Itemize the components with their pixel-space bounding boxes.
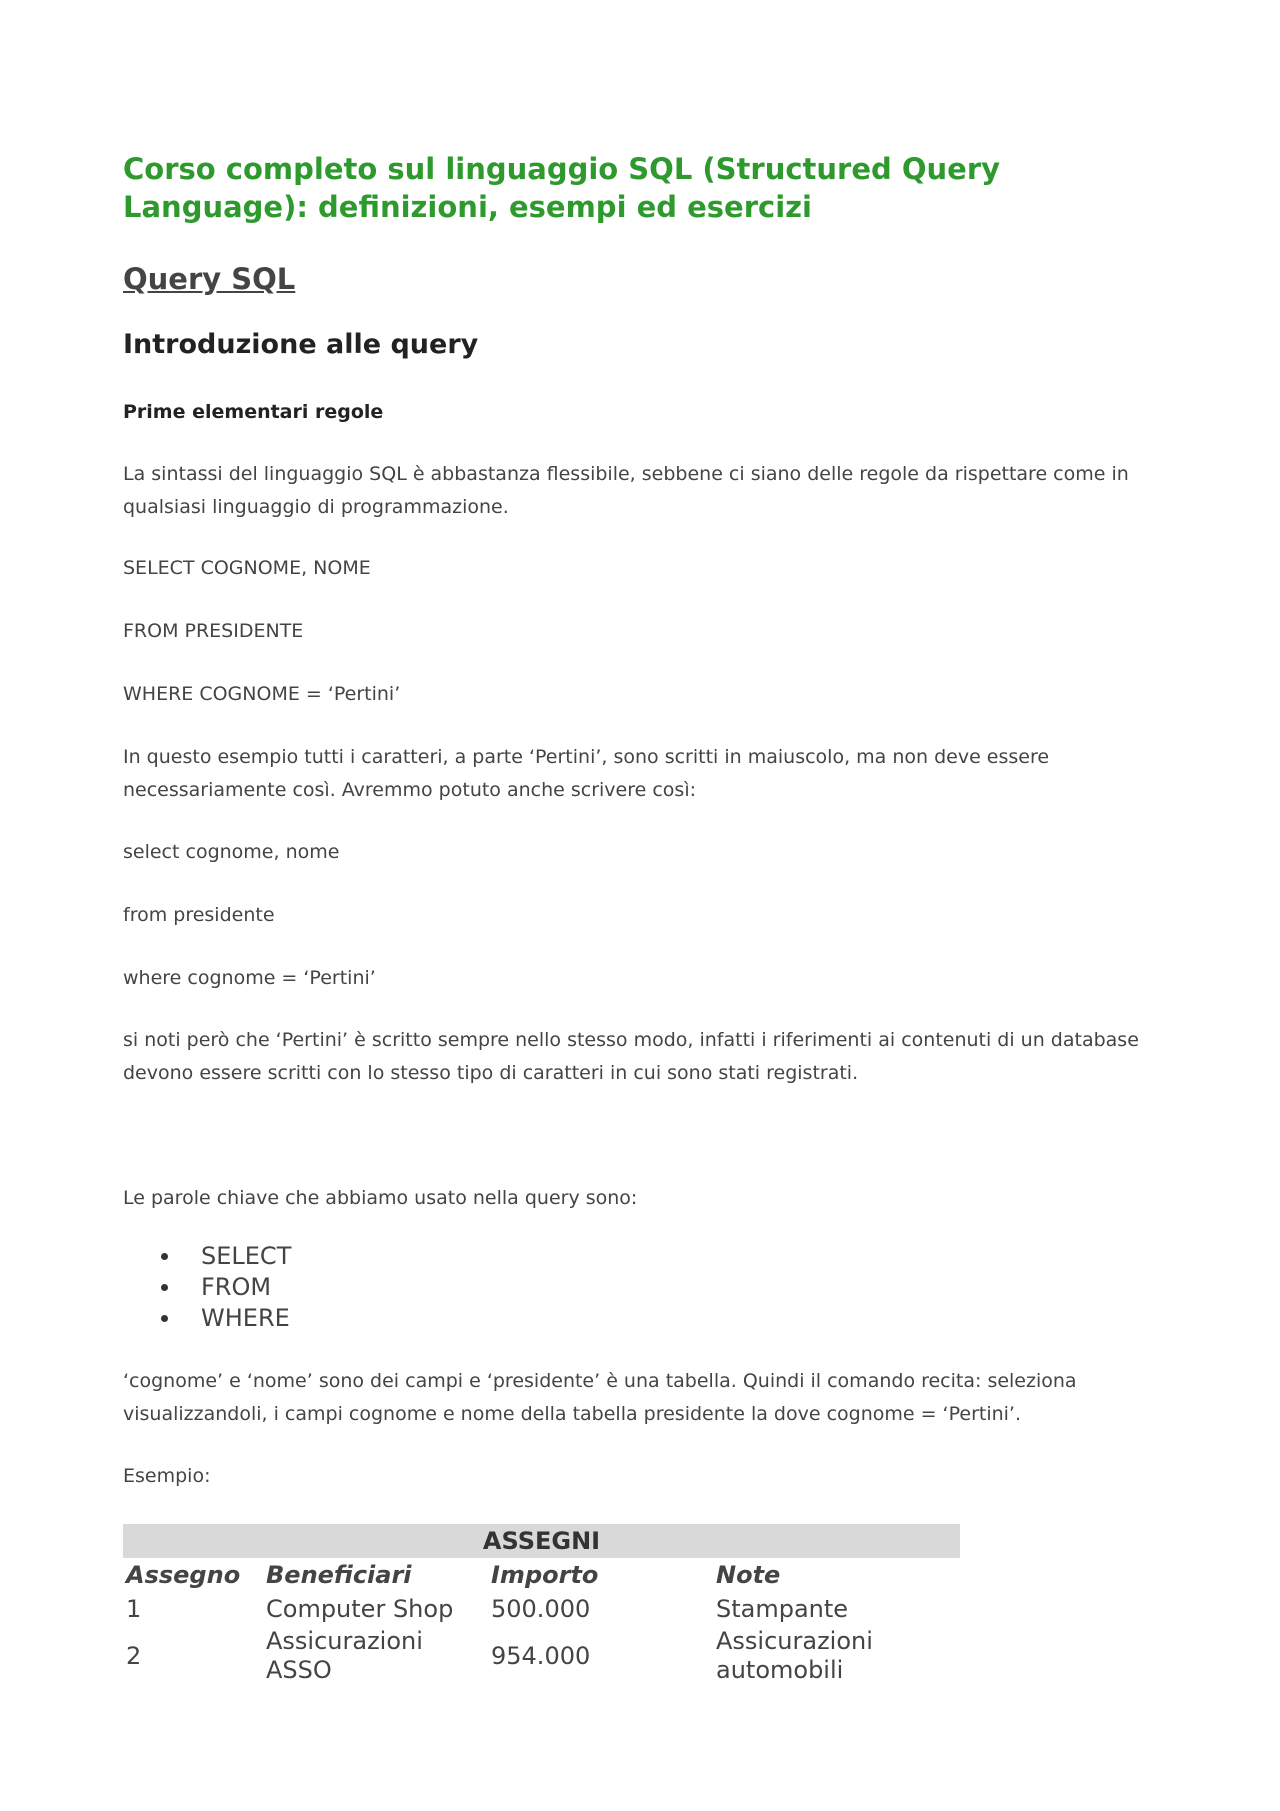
code-line-lower-from: from presidente bbox=[123, 904, 275, 926]
table-caption: ASSEGNI bbox=[123, 1524, 960, 1558]
table-row bbox=[123, 1592, 960, 1626]
table-caption-row bbox=[123, 1524, 960, 1558]
explain-case-paragraph: In questo esempio tutti i caratteri, a parte ‘Pertini’, sono scritti in maiuscolo, ma non deve essere necessariamente così. Avremmo potuto anche scrivere così: bbox=[123, 746, 1050, 801]
table-cell: Assicurazioni automobili bbox=[716, 1627, 873, 1684]
column-header-assegno: Assegno bbox=[126, 1561, 241, 1589]
table-cell: Computer Shop bbox=[266, 1595, 454, 1623]
document-title: Corso completo sul linguaggio SQL (Structured Query Language): definizioni, esempi ed esercizi bbox=[123, 152, 1001, 224]
subsubsection-heading: Prime elementari regole bbox=[123, 401, 384, 423]
code-line-upper-from: FROM PRESIDENTE bbox=[123, 620, 304, 642]
table-cell: 954.000 bbox=[491, 1641, 591, 1670]
list-item bbox=[159, 1272, 291, 1303]
code-line-upper-where: WHERE COGNOME = ‘Pertini’ bbox=[123, 683, 401, 705]
list-item bbox=[159, 1303, 291, 1334]
section-heading: Query SQL bbox=[123, 262, 296, 296]
keyword-select: SELECT bbox=[201, 1242, 292, 1270]
table-cell: 500.000 bbox=[491, 1595, 591, 1623]
table-cell: Assicurazioni ASSO bbox=[266, 1627, 423, 1684]
table-cell: 2 bbox=[126, 1641, 142, 1670]
table-cell: 1 bbox=[126, 1595, 142, 1623]
list-item bbox=[159, 1241, 291, 1272]
keywords-intro-paragraph: Le parole chiave che abbiamo usato nella query sono: bbox=[123, 1187, 638, 1209]
column-header-note: Note bbox=[716, 1561, 781, 1589]
example-label: Esempio: bbox=[123, 1465, 211, 1487]
table-cell: Stampante bbox=[716, 1595, 849, 1623]
table-row bbox=[123, 1626, 960, 1686]
code-line-upper-select: SELECT COGNOME, NOME bbox=[123, 557, 371, 579]
keywords-list bbox=[159, 1241, 291, 1334]
keyword-from: FROM bbox=[201, 1273, 272, 1301]
table-header-row bbox=[123, 1558, 960, 1592]
column-header-beneficiari: Beneficiari bbox=[266, 1561, 412, 1589]
keyword-where: WHERE bbox=[201, 1304, 290, 1332]
intro-paragraph: La sintassi del linguaggio SQL è abbastanza flessibile, sebbene ci siano delle regole da rispettare come in qualsiasi linguaggio di programmazione. bbox=[123, 463, 1129, 518]
column-header-importo: Importo bbox=[491, 1561, 599, 1589]
subsection-heading: Introduzione alle query bbox=[123, 329, 479, 360]
assegni-table bbox=[123, 1524, 960, 1686]
note-case-paragraph: si noti però che ‘Pertini’ è scritto sempre nello stesso modo, infatti i riferimenti ai contenuti di un database devono essere scritti con lo stesso tipo di caratteri in cui sono stati registrati. bbox=[123, 1029, 1139, 1084]
code-line-lower-select: select cognome, nome bbox=[123, 841, 340, 863]
bullet-icon bbox=[161, 1284, 168, 1291]
bullet-icon bbox=[161, 1253, 168, 1260]
explain-fields-paragraph: ‘cognome’ e ‘nome’ sono dei campi e ‘presidente’ è una tabella. Quindi il comando recita: seleziona visualizzandoli, i campi cognome e nome della tabella presidente la dove cognome = ‘Pertini’. bbox=[123, 1370, 1077, 1425]
bullet-icon bbox=[161, 1315, 168, 1322]
code-line-lower-where: where cognome = ‘Pertini’ bbox=[123, 967, 376, 989]
